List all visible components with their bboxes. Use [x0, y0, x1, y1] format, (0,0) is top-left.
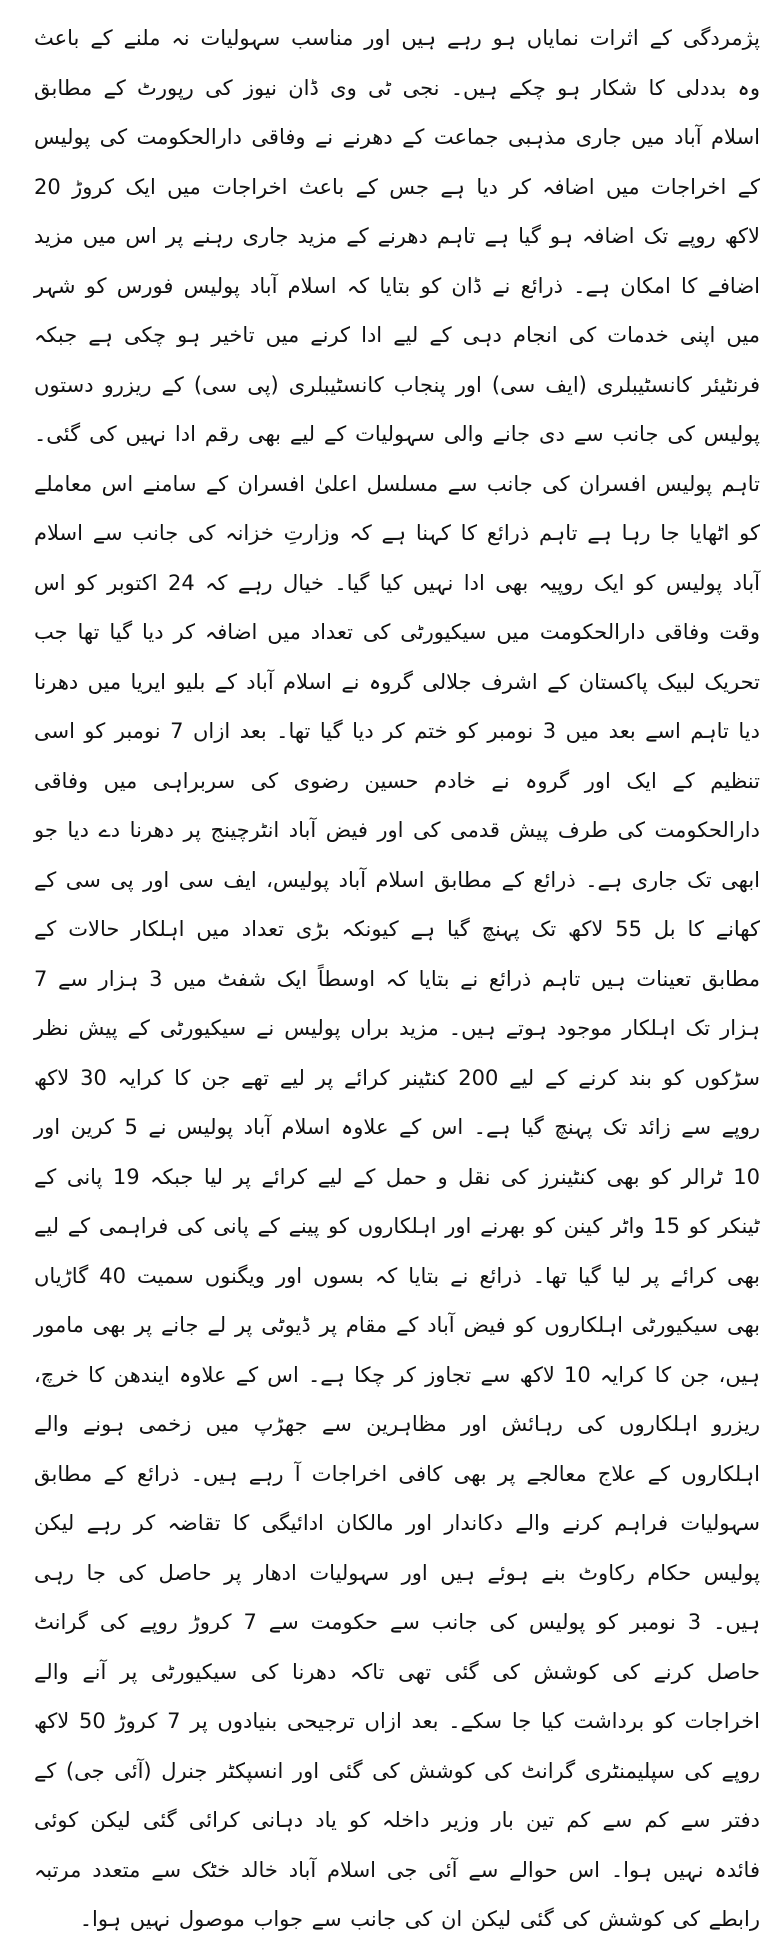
- article-body: پژمردگی کے اثرات نمایاں ہو رہے ہیں اور مناسب سہولیات نہ ملنے کے باعث وہ بددلی کا شکار ہو چکے ہیں۔ نجی ٹی وی ڈان نیوز کی رپورٹ کے مطابق اسلام آباد میں جاری مذہبی جماعت کے دھرنے نے وفاقی دارالحکومت کی پولیس کے اخراجات میں اضافہ کر دیا ہے جس کے باعث اخراجات میں ایک کروڑ 20 لاکھ روپے تک اضافہ ہو گیا ہے تاہم دھرنے کے مزید جاری رہنے پر اس میں مزید اضافے کا امکان ہے۔ ذرائع نے ڈان کو بتایا کہ اسلام آباد پولیس فورس کو شہر میں اپنی خدمات کی انجام دہی کے لیے ادا کرنے میں تاخیر ہو چکی ہے جبکہ فرنٹیئر کانسٹیبلری (ایف سی) اور پنجاب کانسٹیبلری (پی سی) کے ریزرو دستوں پولیس کی جانب سے دی جانے والی سہولیات کے لیے بھی رقم ادا نہیں کی گئی۔ تاہم پولیس افسران کی جانب سے مسلسل اعلیٰ افسران کے سامنے اس معاملے کو اٹھایا جا رہا ہے تاہم ذرائع کا کہنا ہے کہ وزارتِ خزانہ کی جانب سے اسلام آباد پولیس کو ایک روپیہ بھی ادا نہیں کیا گیا۔ خیال رہے کہ 24 اکتوبر کو اس وقت وفاقی دارالحکومت میں سیکیورٹی کی تعداد میں اضافہ کر دیا گیا تھا جب تحریک لبیک پاکستان کے اشرف جلالی گروہ نے اسلام آباد کے بلیو ایریا میں دھرنا دیا تاہم اسے بعد میں 3 نومبر کو ختم کر دیا گیا تھا۔ بعد ازاں 7 نومبر کو اسی تنظیم کے ایک اور گروہ نے خادم حسین رضوی کی سربراہی میں وفاقی دارالحکومت کی طرف پیش قدمی کی اور فیض آباد انٹرچینج پر دھرنا دے دیا جو ابھی تک جاری ہے۔ ذرائع کے مطابق اسلام آباد پولیس، ایف سی اور پی سی کے کھانے کا بل 55 لاکھ تک پہنچ گیا ہے کیونکہ بڑی تعداد میں اہلکار حالات کے مطابق تعینات ہیں تاہم ذرائع نے بتایا کہ اوسطاً ایک شفٹ میں 3 ہزار سے 7 ہزار تک اہلکار موجود ہوتے ہیں۔ مزید براں پولیس نے سیکیورٹی کے پیش نظر سڑکوں کو بند کرنے کے لیے 200 کنٹینر کرائے پر لیے تھے جن کا کرایہ 30 لاکھ روپے سے زائد تک پہنچ گیا ہے۔ اس کے علاوہ اسلام آباد پولیس نے 5 کرین اور 10 ٹرالر کو بھی کنٹینرز کی نقل و حمل کے لیے کرائے پر لیا جبکہ 19 پانی کے ٹینکر کو 15 واٹر کینن کو بھرنے اور اہلکاروں کو پینے کے پانی کی فراہمی کے لیے بھی کرائے پر لیا گیا تھا۔ ذرائع نے بتایا کہ بسوں اور ویگنوں سمیت 40 گاڑیاں بھی سیکیورٹی اہلکاروں کو فیض آباد کے مقام پر ڈیوٹی پر لے جانے پر بھی مامور ہیں، جن کا کرایہ 10 لاکھ سے تجاوز کر چکا ہے۔ اس کے علاوہ ایندھن کا خرچ، ریزرو اہلکاروں کی رہائش اور مظاہرین سے جھڑپ میں زخمی ہونے والے اہلکاروں کے علاج معالجے پر بھی کافی اخراجات آ رہے ہیں۔ ذرائع کے مطابق سہولیات فراہم کرنے والے دکاندار اور مالکان ادائیگی کا تقاضہ کر رہے لیکن پولیس حکام رکاوٹ بنے ہوئے ہیں اور سہولیات ادھار پر حاصل کی جا رہی ہیں۔ 3 نومبر کو پولیس کی جانب سے حکومت سے 7 کروڑ روپے کی گرانٹ حاصل کرنے کی کوشش کی گئی تھی تاکہ دھرنا کی سیکیورٹی پر آنے والے اخراجات کو برداشت کیا جا سکے۔ بعد ازاں ترجیحی بنیادوں پر 7 کروڑ 50 لاکھ روپے کی سپلیمنٹری گرانٹ کی کوشش کی گئی اور انسپکٹر جنرل (آئی جی) کے دفتر سے کم سے کم تین بار وزیر داخلہ کو یاد دہانی کرائی گئی لیکن کوئی فائدہ نہیں ہوا۔ اس حوالے سے آئی جی اسلام آباد خالد خٹک سے متعدد مرتبہ رابطے کی کوشش کی گئی لیکن ان کی جانب سے جواب موصول نہیں ہوا۔: [34, 26, 761, 1931]
